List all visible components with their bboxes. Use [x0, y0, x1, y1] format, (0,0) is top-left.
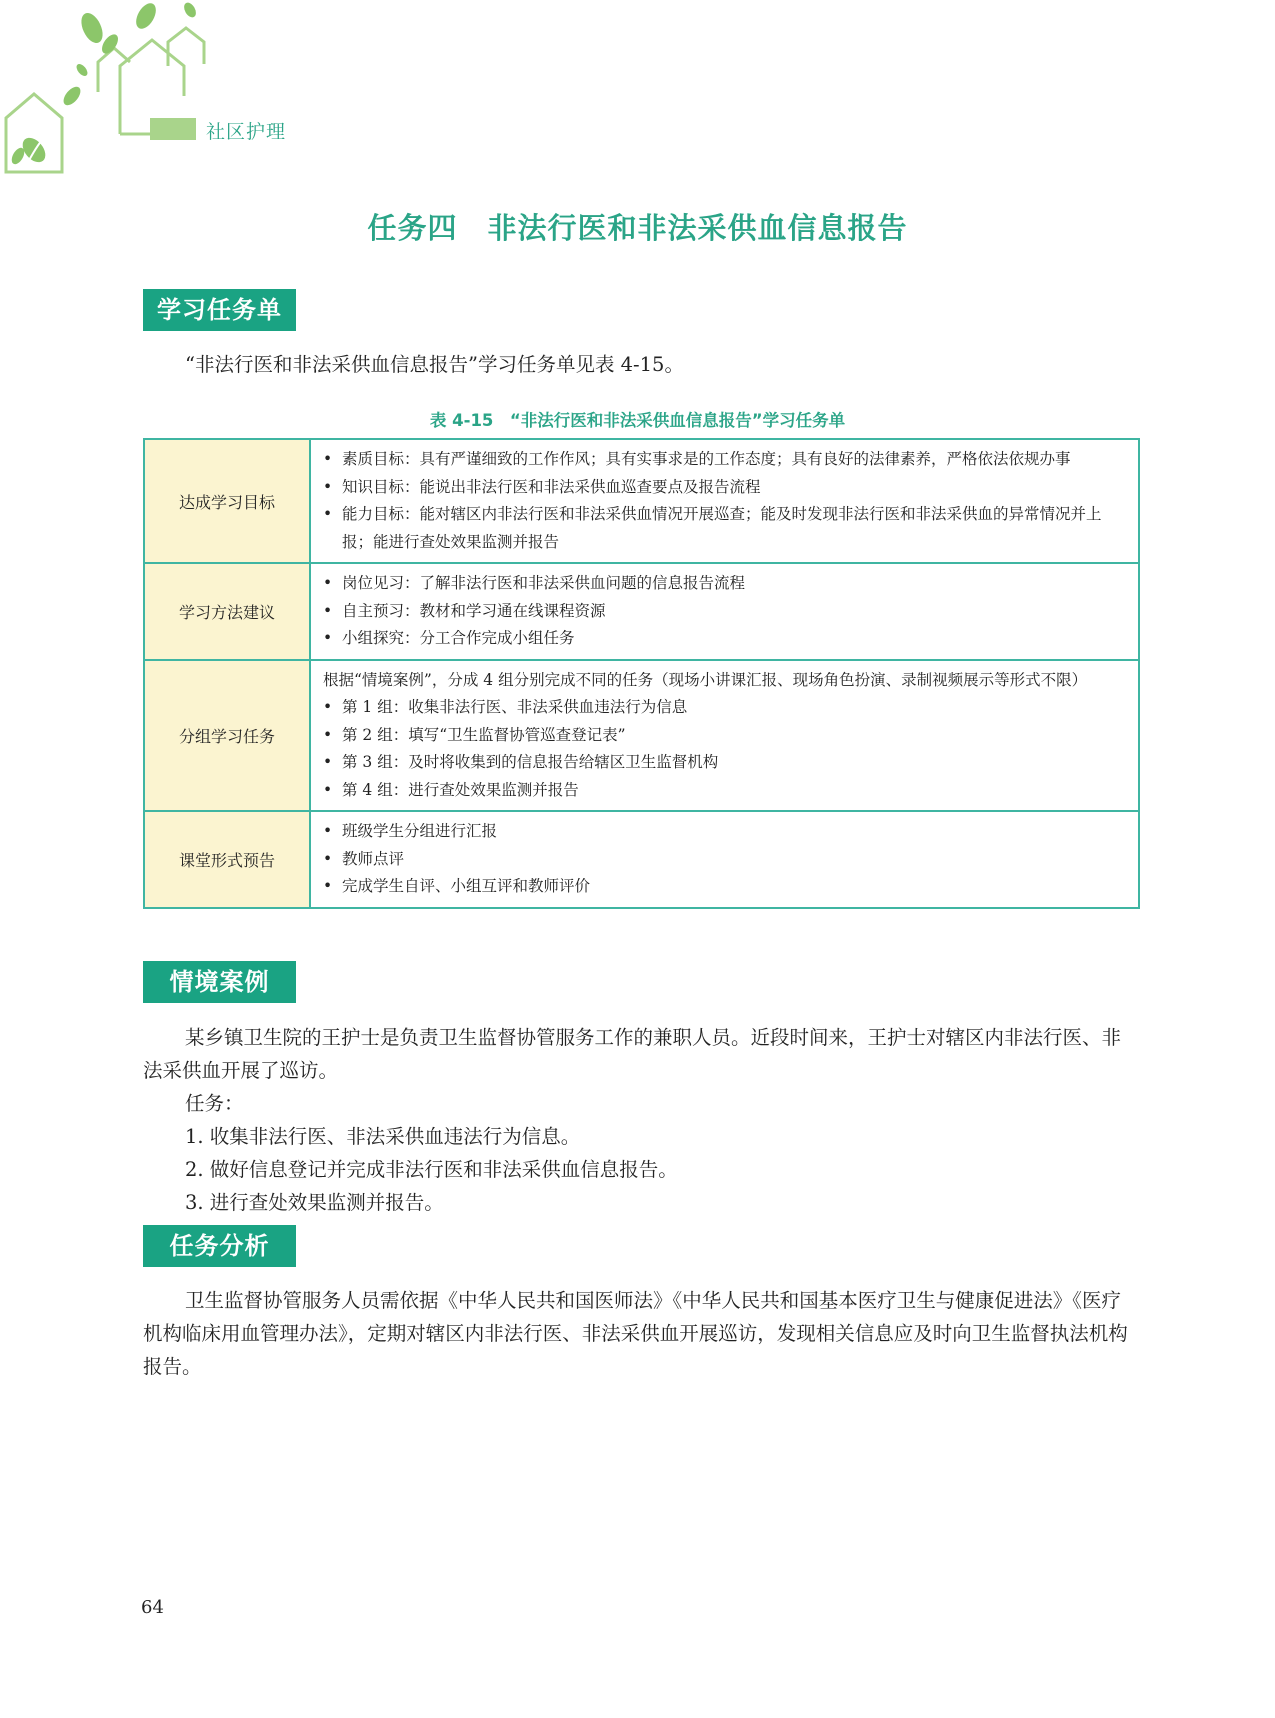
- row-intro: 根据“情境案例”，分成 4 组分别完成不同的任务（现场小讲课汇报、现场角色扮演、录制视频展示等形式不限）: [323, 670, 1088, 689]
- list-item: • 素质目标：具有严谨细致的工作作风；具有实事求是的工作态度；具有良好的法律素养，严格依法依规办事: [323, 446, 1126, 474]
- list-item: • 第 4 组：进行查处效果监测并报告: [323, 777, 1126, 805]
- list-item: • 能力目标：能对辖区内非法行医和非法采供血情况开展巡查；能及时发现非法行医和非法采供血的异常情况并上报；能进行查处效果监测并报告: [323, 501, 1126, 556]
- page-title: 任务四 非法行医和非法采供血信息报告: [367, 211, 908, 245]
- list-item: • 教师点评: [323, 846, 1126, 874]
- section-tag-analysis: 任务分析: [143, 1225, 296, 1267]
- task-table: [143, 438, 1140, 909]
- list-item: • 完成学生自评、小组互评和教师评价: [323, 873, 1126, 901]
- case-task-item: 3. 进行查处效果监测并报告。: [185, 1191, 444, 1214]
- list-item: • 第 3 组：及时将收集到的信息报告给辖区卫生监督机构: [323, 749, 1126, 777]
- table-caption: 表 4-15 “非法行医和非法采供血信息报告”学习任务单: [429, 411, 846, 430]
- list-item: • 小组探究：分工合作完成小组任务: [323, 625, 1126, 653]
- case-task-label: 任务：: [185, 1092, 244, 1115]
- list-item: • 知识目标：能说出非法行医和非法采供血巡查要点及报告流程: [323, 474, 1126, 502]
- row-content: [310, 563, 1139, 660]
- row-label: 分组学习任务: [144, 660, 310, 812]
- book-title: 社区护理: [206, 121, 287, 143]
- list-item: • 第 1 组：收集非法行医、非法采供血违法行为信息: [323, 694, 1126, 722]
- row-label: 课堂形式预告: [144, 811, 310, 908]
- table-row: [144, 660, 1139, 812]
- row-content: [310, 439, 1139, 563]
- case-paragraph: 某乡镇卫生院的王护士是负责卫生监督协管服务工作的兼职人员。近段时间来，王护士对辖区内非法行医、非法采供血开展了巡访。: [143, 1026, 1122, 1082]
- section-tag-case: 情境案例: [143, 961, 296, 1003]
- header-accent-bar: [150, 118, 196, 140]
- list-item: • 岗位见习：了解非法行医和非法采供血问题的信息报告流程: [323, 570, 1126, 598]
- list-item: • 第 2 组：填写“卫生监督协管巡查登记表”: [323, 722, 1126, 750]
- case-task-item: 2. 做好信息登记并完成非法行医和非法采供血信息报告。: [185, 1158, 678, 1181]
- table-row: [144, 811, 1139, 908]
- table-row: [144, 439, 1139, 563]
- case-task-item: 1. 收集非法行医、非法采供血违法行为信息。: [185, 1125, 581, 1148]
- page-number: 64: [141, 1597, 164, 1618]
- row-label: 学习方法建议: [144, 563, 310, 660]
- list-item: • 自主预习：教材和学习通在线课程资源: [323, 598, 1126, 626]
- table-row: [144, 563, 1139, 660]
- analysis-paragraph: 卫生监督协管服务人员需依据《中华人民共和国医师法》《中华人民共和国基本医疗卫生与健康促进法》《医疗机构临床用血管理办法》，定期对辖区内非法行医、非法采供血开展巡访，发现相关信息应及时向卫生监督执法机构报告。: [143, 1289, 1128, 1378]
- section-tag-study: 学习任务单: [143, 289, 296, 331]
- row-content: [310, 660, 1139, 812]
- list-item: • 班级学生分组进行汇报: [323, 818, 1126, 846]
- row-content: [310, 811, 1139, 908]
- row-label: 达成学习目标: [144, 439, 310, 563]
- house-and-leaf-icon: [0, 0, 300, 180]
- study-intro: “非法行医和非法采供血信息报告”学习任务单见表 4-15。: [185, 353, 684, 376]
